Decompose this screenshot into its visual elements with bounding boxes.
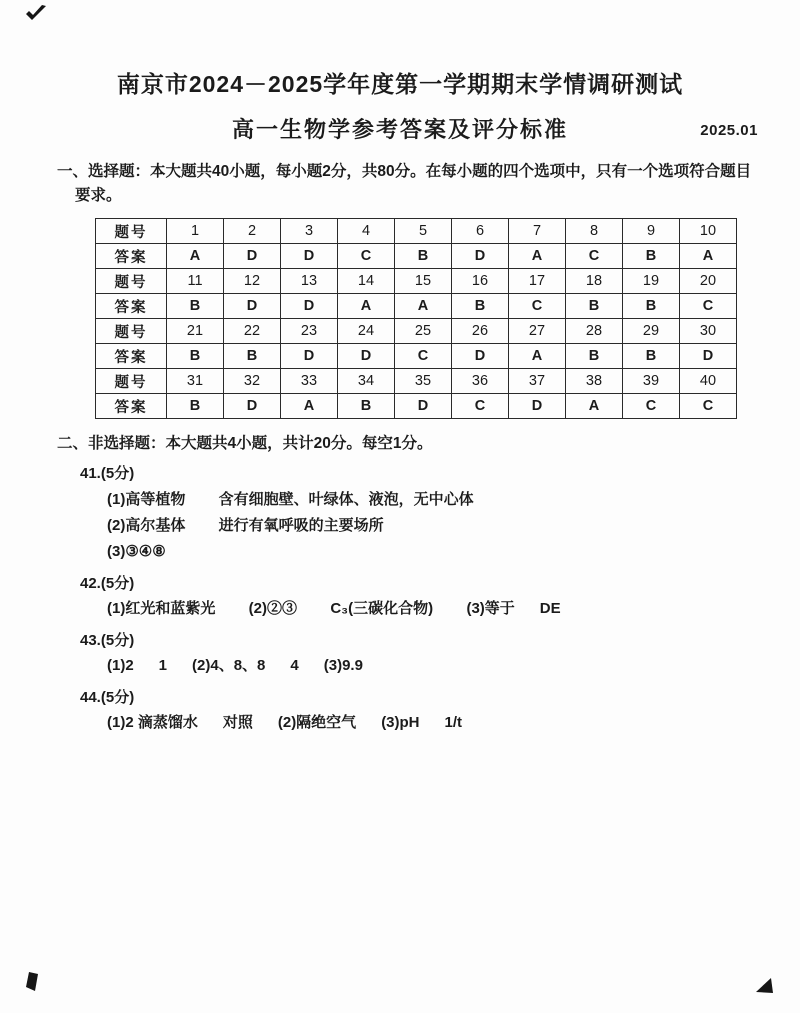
row-label-cell: 题号 (96, 369, 167, 394)
answer-cell: C (338, 244, 395, 269)
answer-cell: B (395, 244, 452, 269)
answer-line: (1)2 1 (2)4、8、8 4 (3)9.9 (107, 657, 363, 675)
answer-cell: D (224, 394, 281, 419)
question-number: 43.(5分) (80, 631, 135, 649)
question-number-cell: 10 (680, 219, 737, 244)
answer-line: (3)③④⑧ (107, 543, 166, 561)
answer-cell: A (509, 244, 566, 269)
question-number: 41.(5分) (80, 465, 135, 483)
question-number-cell: 37 (509, 369, 566, 394)
answer-cell: B (167, 294, 224, 319)
answer-cell: D (680, 344, 737, 369)
answer-line: (2)高尔基体 进行有氧呼吸的主要场所 (107, 517, 384, 535)
answer-cell: D (281, 344, 338, 369)
question-number-cell: 17 (509, 269, 566, 294)
answer-cell: B (224, 344, 281, 369)
answer-cell: D (452, 344, 509, 369)
question-number-cell: 6 (452, 219, 509, 244)
answer-cell: B (167, 344, 224, 369)
answer-cell: B (566, 344, 623, 369)
scan-artifact-bottom-right (756, 978, 774, 994)
question-block-43 (80, 629, 800, 680)
question-number-cell: 13 (281, 269, 338, 294)
answer-cell: B (452, 294, 509, 319)
answer-cell: D (509, 394, 566, 419)
answer-cell: A (281, 394, 338, 419)
document-subtitle: 高一生物学参考答案及评分标准 (231, 117, 568, 142)
question-number-cell: 24 (338, 319, 395, 344)
answer-cell: C (509, 294, 566, 319)
answer-table-row (96, 219, 737, 244)
question-number-cell: 26 (452, 319, 509, 344)
subtitle-row (0, 113, 800, 144)
answer-table-row (96, 394, 737, 419)
answer-cell: B (623, 294, 680, 319)
question-number-cell: 9 (623, 219, 680, 244)
answer-cell: C (395, 344, 452, 369)
question-number-cell: 30 (680, 319, 737, 344)
answer-table (95, 218, 737, 419)
answer-cell: B (566, 294, 623, 319)
answer-cell: B (623, 244, 680, 269)
answer-table-row (96, 344, 737, 369)
question-number-cell: 18 (566, 269, 623, 294)
question-number-cell: 31 (167, 369, 224, 394)
question-number-cell: 22 (224, 319, 281, 344)
row-label-cell: 答案 (96, 344, 167, 369)
question-number-cell: 1 (167, 219, 224, 244)
scan-artifact-top-left (25, 5, 49, 23)
question-number-cell: 25 (395, 319, 452, 344)
question-number-cell: 27 (509, 319, 566, 344)
question-number-cell: 38 (566, 369, 623, 394)
row-label-cell: 答案 (96, 394, 167, 419)
question-number-cell: 35 (395, 369, 452, 394)
answer-cell: B (338, 394, 395, 419)
question-number-cell: 5 (395, 219, 452, 244)
answer-cell: A (167, 244, 224, 269)
question-number-cell: 40 (680, 369, 737, 394)
question-number-cell: 4 (338, 219, 395, 244)
answer-line: (1)高等植物 含有细胞壁、叶绿体、液泡，无中心体 (107, 490, 474, 508)
question-number-cell: 39 (623, 369, 680, 394)
question-number-cell: 29 (623, 319, 680, 344)
question-number-cell: 15 (395, 269, 452, 294)
document-title: 南京市2024－2025学年度第一学期期末学情调研测试 (116, 71, 684, 97)
answer-cell: D (338, 344, 395, 369)
question-block-44 (80, 686, 800, 737)
answer-cell: B (623, 344, 680, 369)
question-number-cell: 8 (566, 219, 623, 244)
answer-cell: D (281, 244, 338, 269)
answer-table-row (96, 319, 737, 344)
free-response-answers (0, 462, 800, 737)
answer-table-row (96, 244, 737, 269)
answer-cell: C (452, 394, 509, 419)
question-number-cell: 16 (452, 269, 509, 294)
question-number-cell: 33 (281, 369, 338, 394)
question-number-cell: 11 (167, 269, 224, 294)
question-number-cell: 34 (338, 369, 395, 394)
answer-line: (1)2 滴蒸馏水 对照 (2)隔绝空气 (3)pH 1/t (107, 714, 463, 732)
question-number-cell: 2 (224, 219, 281, 244)
question-number-cell: 21 (167, 319, 224, 344)
question-number-cell: 28 (566, 319, 623, 344)
question-number-cell: 12 (224, 269, 281, 294)
question-number-cell: 20 (680, 269, 737, 294)
row-label-cell: 答案 (96, 244, 167, 269)
answer-table-row (96, 269, 737, 294)
answer-cell: C (623, 394, 680, 419)
question-number-cell: 32 (224, 369, 281, 394)
section2-heading: 二、非选择题：本大题共4小题，共计20分。每空1分。 (57, 435, 433, 453)
row-label-cell: 答案 (96, 294, 167, 319)
answer-cell: A (395, 294, 452, 319)
answer-cell: A (566, 394, 623, 419)
question-number-cell: 36 (452, 369, 509, 394)
answer-cell: D (281, 294, 338, 319)
section1-heading: 一、选择题：本大题共40小题，每小题2分，共80分。在每小题的四个选项中，只有一个选项符合题目要求。 (57, 163, 752, 205)
answer-table-row (96, 294, 737, 319)
answer-cell: C (566, 244, 623, 269)
answer-cell: A (509, 344, 566, 369)
answer-cell: D (395, 394, 452, 419)
answer-cell: A (680, 244, 737, 269)
answer-cell: B (167, 394, 224, 419)
answer-cell: A (338, 294, 395, 319)
answer-cell: D (224, 244, 281, 269)
question-block-42 (80, 572, 800, 623)
answer-table-row (96, 369, 737, 394)
answer-cell: D (224, 294, 281, 319)
answer-cell: C (680, 394, 737, 419)
document-date: 2025.01 (700, 122, 758, 139)
row-label-cell: 题号 (96, 269, 167, 294)
answer-cell: D (452, 244, 509, 269)
row-label-cell: 题号 (96, 219, 167, 244)
question-number-cell: 7 (509, 219, 566, 244)
question-number-cell: 19 (623, 269, 680, 294)
scan-artifact-bottom-left (26, 972, 42, 992)
answer-cell: C (680, 294, 737, 319)
row-label-cell: 题号 (96, 319, 167, 344)
question-number-cell: 3 (281, 219, 338, 244)
answer-line: (1)红光和蓝紫光 (2)②③ C₃(三碳化合物) (3)等于 DE (107, 600, 561, 618)
question-number: 44.(5分) (80, 688, 135, 706)
question-number-cell: 23 (281, 319, 338, 344)
question-number-cell: 14 (338, 269, 395, 294)
question-number: 42.(5分) (80, 574, 135, 592)
question-block-41 (80, 462, 800, 566)
